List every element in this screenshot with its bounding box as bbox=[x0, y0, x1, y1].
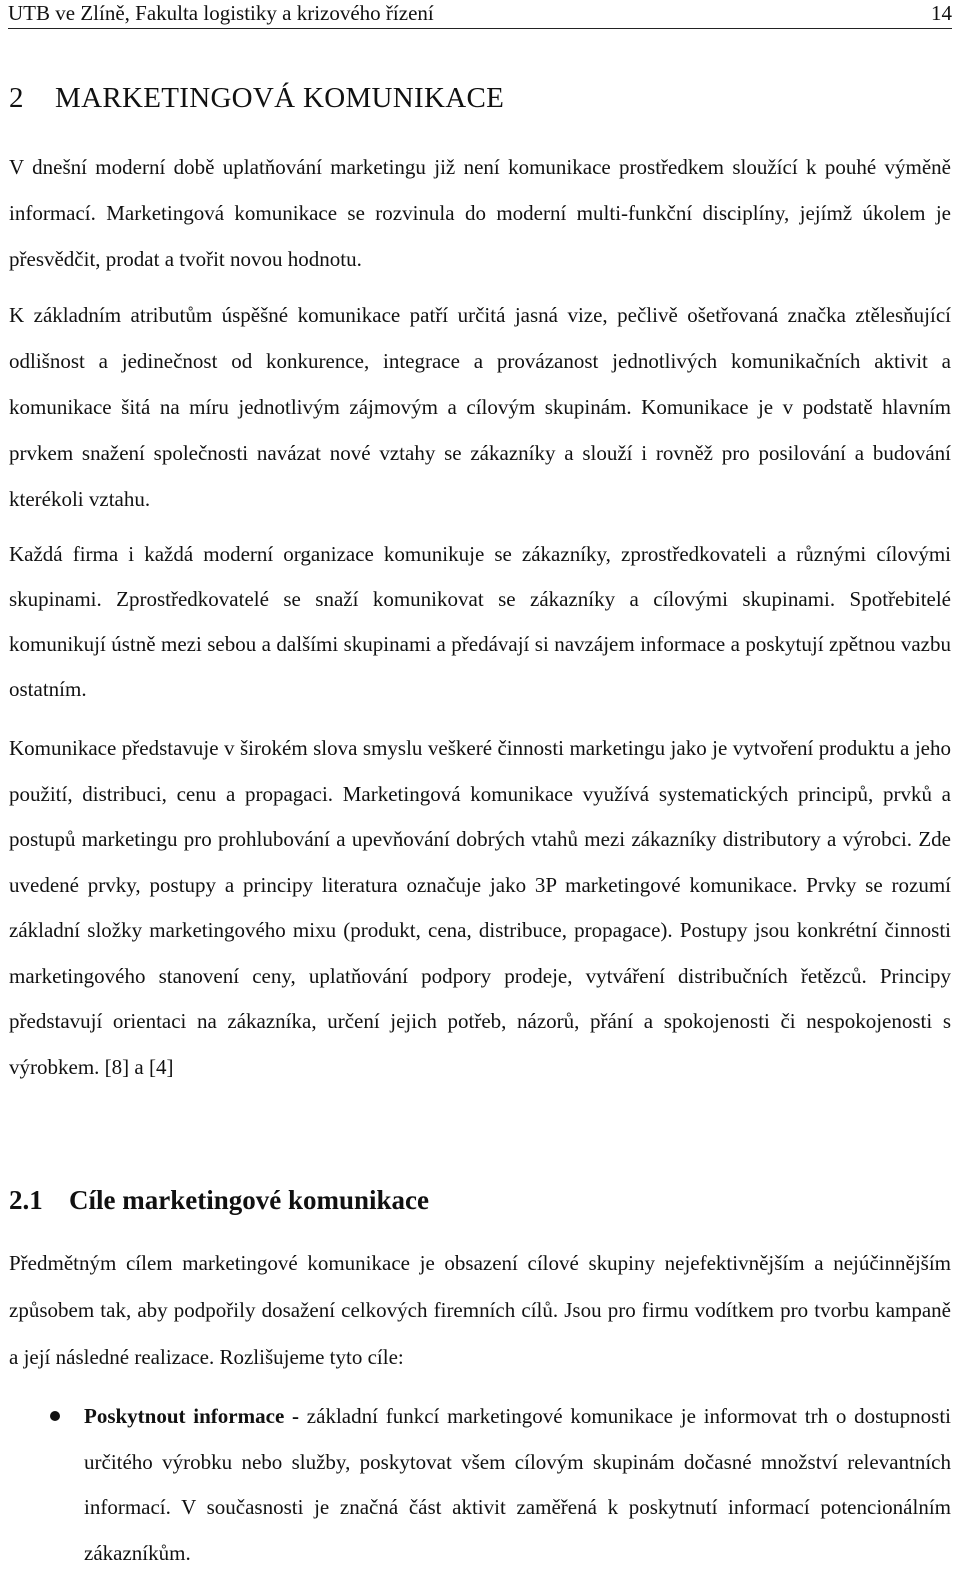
bullet-term: Poskytnout informace - bbox=[84, 1404, 300, 1428]
page-number: 14 bbox=[931, 1, 952, 25]
chapter-number: 2 bbox=[9, 82, 24, 114]
chapter-title: MARKETINGOVÁ KOMUNIKACE bbox=[55, 82, 505, 114]
bullet-icon bbox=[50, 1411, 60, 1421]
goals-list bbox=[9, 1394, 951, 1576]
chapter-heading bbox=[9, 81, 504, 115]
paragraph: K základním atributům úspěšné komunikace patří určitá jasná vize, pečlivě ošetřovaná značka ztělesňující odlišnost a jedinečnost od konkurence, integrace a provázanost jednotlivých komunikačních aktivit a komunikace šitá na míru jednotlivým zájmovým a cílovým skupinám. Komunikace je v podstatě hlavním prvkem snažení společnosti navázat nové vztahy se zákazníky a slouží i rovněž pro posilování a budování kterékoli vztahu. bbox=[9, 303, 951, 511]
bullet-text: základní funkcí marketingové komunikace je informovat trh o dostupnosti určitého výrobku nebo služby, poskytovat všem cílovým skupinám dočasné množství relevantních informací. V současnosti je značná část aktivit zaměřená k poskytnutí informací potencionálním zákazníkům. bbox=[84, 1404, 951, 1565]
paragraph: V dnešní moderní době uplatňování marketingu již není komunikace prostředkem sloužící k pouhé výměně informací. Marketingová komunikace se rozvinula do moderní multi-funkční disciplíny, jejímž úkolem je přesvědčit, prodat a tvořit novou hodnotu. bbox=[9, 155, 951, 271]
list-item bbox=[9, 1394, 951, 1576]
header-institution: UTB ve Zlíně, Fakulta logistiky a krizového řízení bbox=[8, 1, 434, 25]
section-title: Cíle marketingové komunikace bbox=[69, 1185, 429, 1215]
section-intro: Předmětným cílem marketingové komunikace je obsazení cílové skupiny nejefektivnějším a nejúčinnějším způsobem tak, aby podpořily dosažení celkových firemních cílů. Jsou pro firmu vodítkem pro tvorbu kampaně a její následné realizace. Rozlišujeme tyto cíle: bbox=[9, 1251, 951, 1369]
running-header bbox=[8, 0, 952, 29]
section-heading bbox=[9, 1183, 429, 1217]
paragraph: Komunikace představuje v širokém slova smyslu veškeré činnosti marketingu jako je vytvoření produktu a jeho použití, distribuci, cenu a propagaci. Marketingová komunikace využívá systematických principů, prvků a postupů marketingu pro prohlubování a upevňování dobrých vtahů mezi zákazníky distributory a výrobci. Zde uvedené prvky, postupy a principy literatura označuje jako 3P marketingové komunikace. Prvky se rozumí základní složky marketingového mixu (produkt, cena, distribuce, propagace). Postupy jsou konkrétní činnosti marketingového stanovení ceny, uplatňování podpory prodeje, vytváření distribučních řetězců. Principy představují orientaci na zákazníka, určení jejich potřeb, názorů, přání a spokojenosti či nespokojenosti s výrobkem. [8] a [4] bbox=[9, 736, 951, 1079]
section-number: 2.1 bbox=[9, 1185, 43, 1215]
paragraph: Každá firma i každá moderní organizace komunikuje se zákazníky, zprostředkovateli a různými cílovými skupinami. Zprostředkovatelé se snaží komunikovat se zákazníky a cílovými skupinami. Spotřebitelé komunikují ústně mezi sebou a dalšími skupinami a předávají si navzájem informace a poskytují zpětnou vazbu ostatním. bbox=[9, 542, 951, 701]
